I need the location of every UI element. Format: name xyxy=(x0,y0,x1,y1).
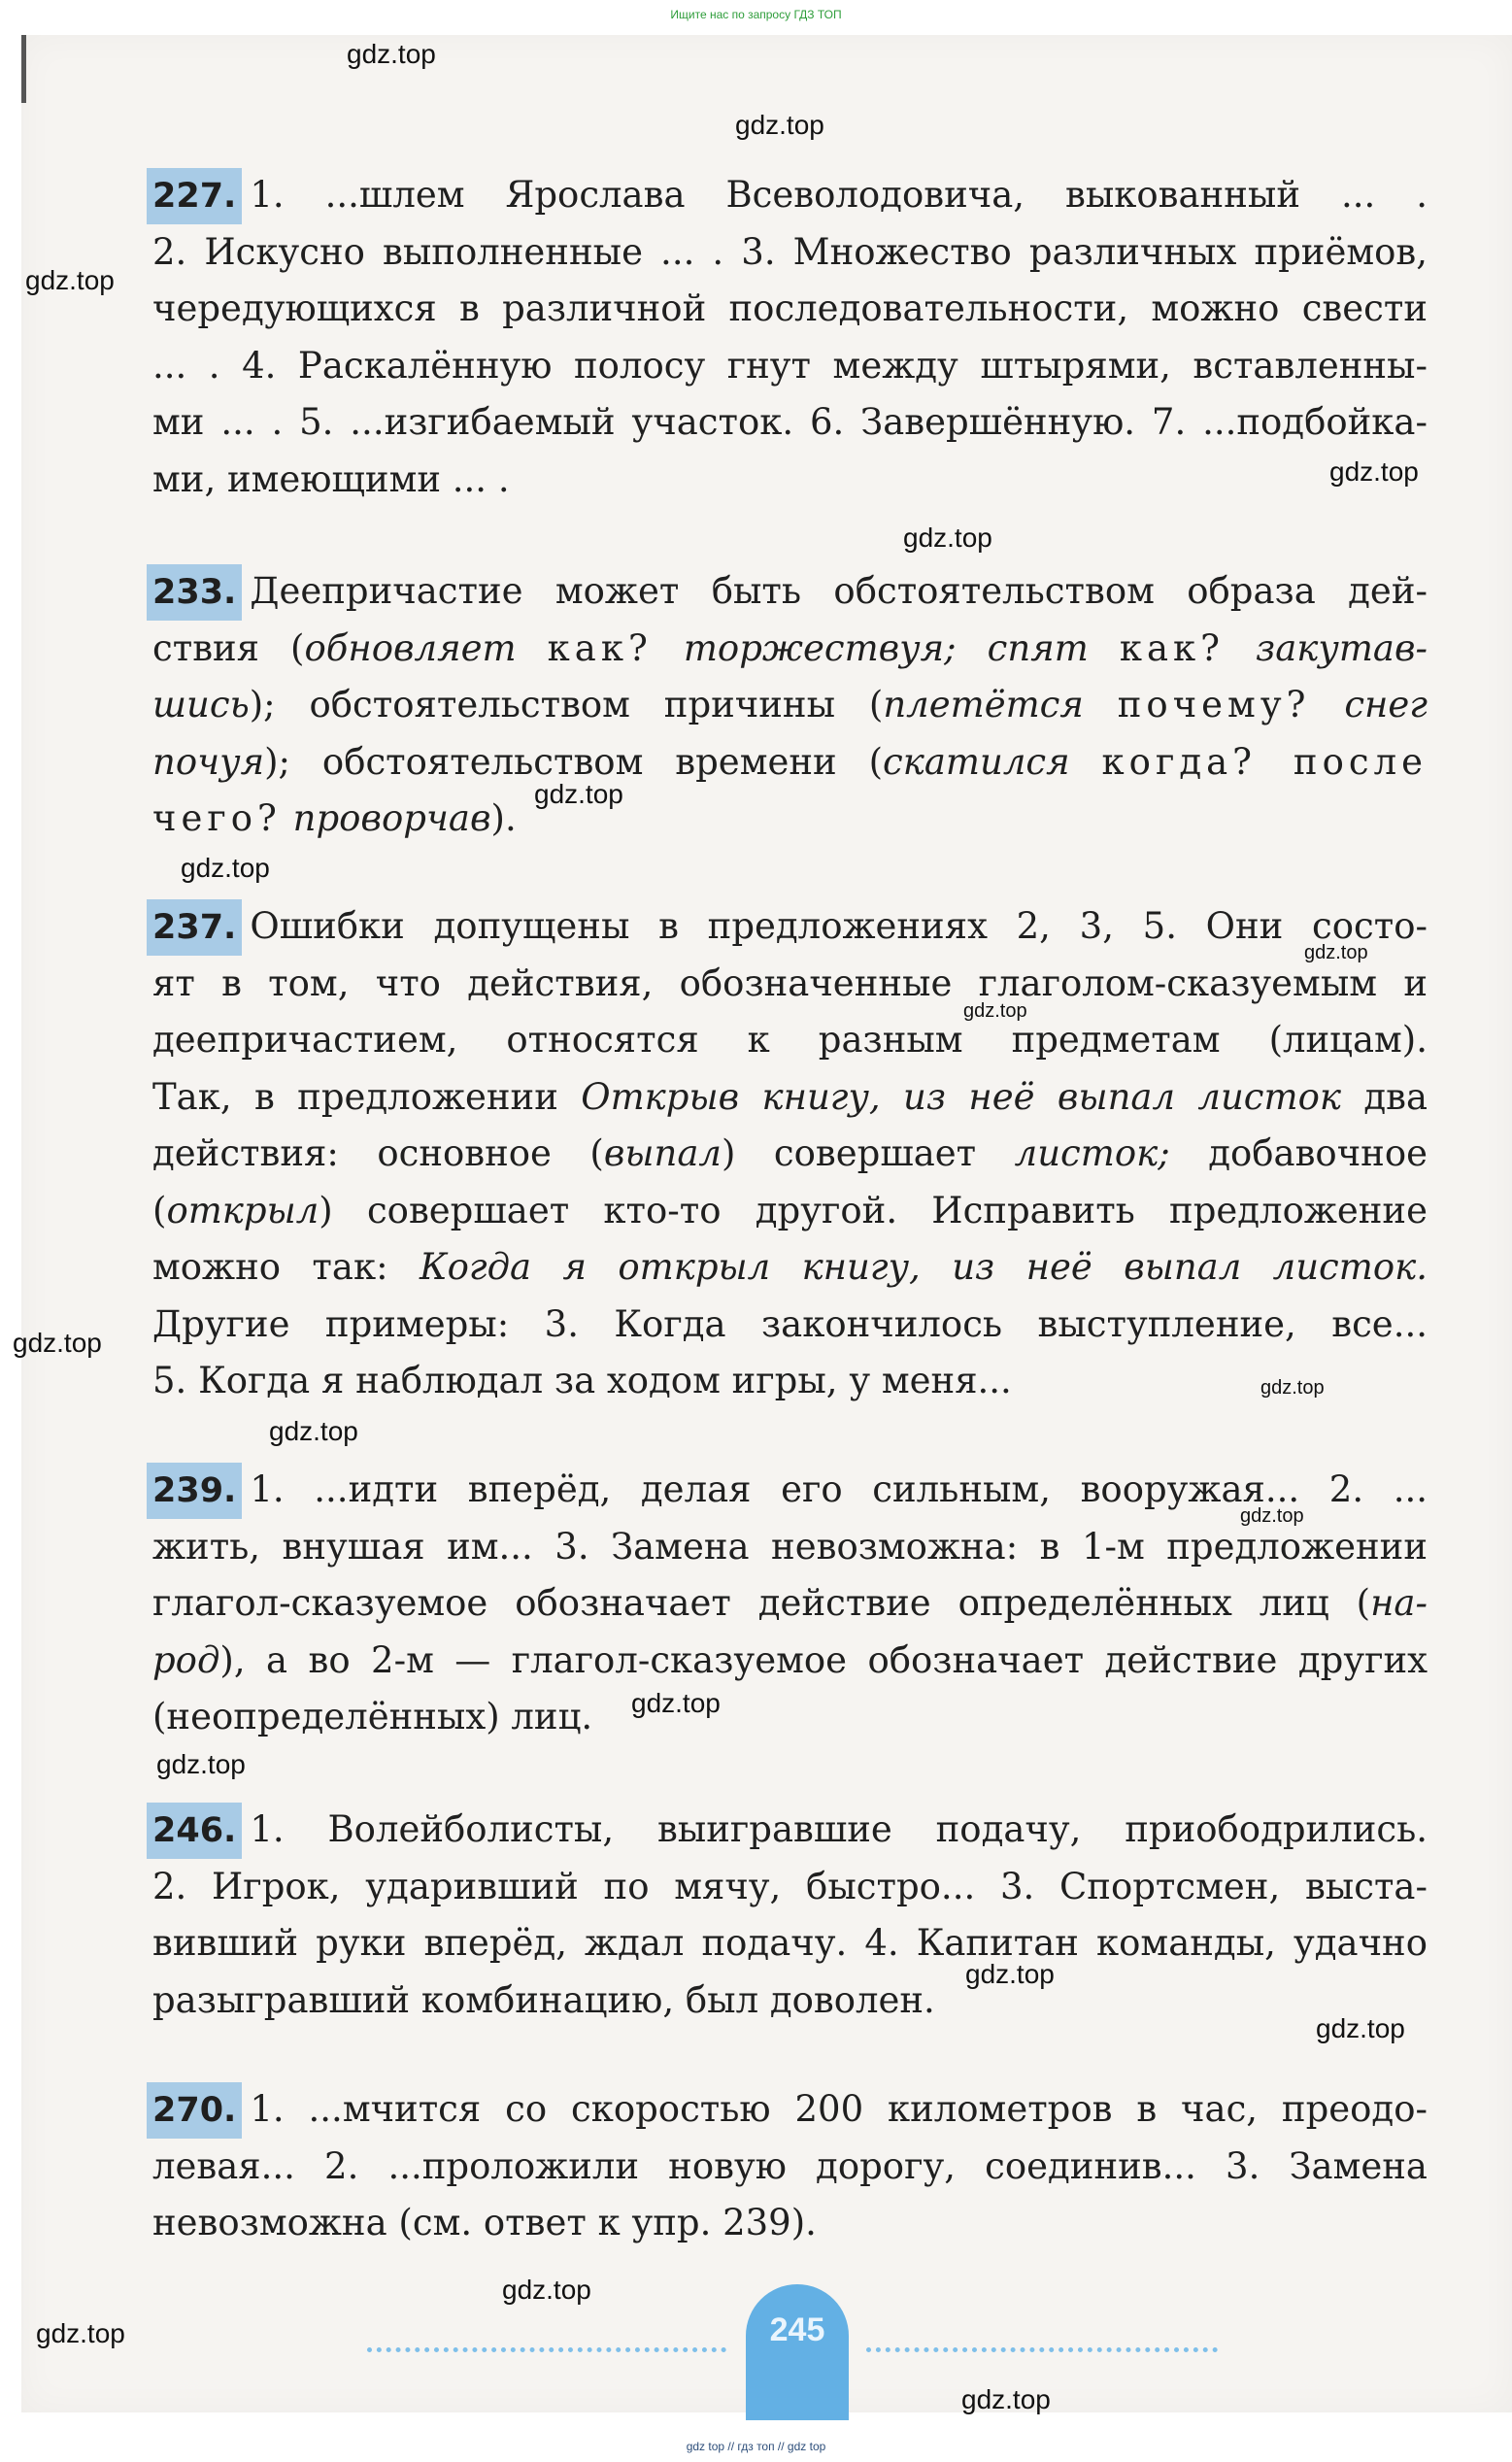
italic-run: плетётся xyxy=(883,684,1084,725)
exercise-line xyxy=(152,621,1428,678)
exercise-number: 270. xyxy=(147,2082,242,2139)
exercise-line: 2. Игрок, ударивший по мячу, быстро... 3. Спортсмен, выста- xyxy=(152,1865,1428,1907)
bottom-banner: gdz top // гдз топ // gdz top xyxy=(686,2440,826,2453)
watermark: gdz.top xyxy=(269,1416,358,1446)
exercise-line xyxy=(152,1633,1428,1690)
text-run: ); обстоятельством причины ( xyxy=(249,684,884,725)
watermark: gdz.top xyxy=(631,1688,721,1718)
exercise-number: 233. xyxy=(147,564,242,621)
exercise-line: 2. Искусно выполненные ... . 3. Множество различных приёмов, xyxy=(152,230,1428,273)
text-run: глагол-сказуемое обозначает действие определённых лиц ( xyxy=(152,1582,1371,1624)
spaced-question: почему? xyxy=(1117,684,1311,725)
exercise-line xyxy=(152,1069,1428,1127)
exercise-line: (неопределённых) лиц. xyxy=(152,1696,593,1737)
exercise-line: ... . 4. Раскалённую полосу гнут между штырями, вставленны- xyxy=(152,344,1428,387)
exercise-line xyxy=(152,677,1428,734)
exercise-227 xyxy=(152,167,1428,508)
text-run: два xyxy=(1363,1075,1428,1118)
text-run: можно так: xyxy=(152,1246,388,1288)
italic-run: почуя xyxy=(152,740,265,783)
dotted-rule-right xyxy=(866,2347,1218,2352)
exercise-line: Деепричастие может быть обстоятельством образа дей- xyxy=(250,570,1428,612)
text-run: ствия ( xyxy=(152,626,305,669)
dotted-rule-left xyxy=(367,2347,726,2352)
exercise-line: разыгравший комбинацию, был доволен. xyxy=(152,1978,935,2021)
watermark: gdz.top xyxy=(963,1000,1027,1022)
exercise-239 xyxy=(152,1462,1428,1746)
italic-run: шись xyxy=(152,684,250,725)
italic-run: закутав- xyxy=(1256,626,1428,669)
exercise-line: вивший руки вперёд, ждал подачу. 4. Капитан команды, удачно xyxy=(152,1922,1428,1964)
exercise-number: 227. xyxy=(147,168,242,224)
watermark: gdz.top xyxy=(1316,2013,1405,2043)
italic-run: обновляет xyxy=(304,626,517,669)
italic-run: выпал xyxy=(603,1132,722,1174)
italic-run: торжествуя; спят xyxy=(683,626,1089,669)
watermark: gdz.top xyxy=(36,2318,125,2348)
exercise-number: 239. xyxy=(147,1463,242,1519)
italic-run: Открыв книгу, из неё выпал листок xyxy=(581,1075,1341,1118)
italic-run: на- xyxy=(1370,1582,1428,1624)
exercise-line: 1. ...мчится со скоростью 200 километров в час, преодо- xyxy=(250,2088,1428,2130)
top-banner: Ищите нас по запросу ГДЗ ТОП xyxy=(670,8,842,21)
watermark: gdz.top xyxy=(961,2384,1051,2414)
watermark: gdz.top xyxy=(502,2275,591,2305)
italic-run: Когда я открыл книгу, из неё выпал листок. xyxy=(419,1246,1428,1288)
exercise-line: Ошибки допущены в предложениях 2, 3, 5. Они состо- xyxy=(250,905,1428,947)
text-run: ). xyxy=(490,797,517,839)
italic-run: листок; xyxy=(1014,1132,1170,1174)
watermark: gdz.top xyxy=(735,110,824,140)
exercise-line: Другие примеры: 3. Когда закончилось выступление, все... xyxy=(152,1302,1428,1345)
exercise-line xyxy=(152,734,1428,792)
watermark: gdz.top xyxy=(1304,942,1368,963)
text-run: ), а во 2-м — глагол-сказуемое обозначает действие других xyxy=(219,1638,1428,1681)
exercise-270 xyxy=(152,2081,1428,2252)
exercise-237 xyxy=(152,898,1428,1410)
exercise-line: ми ... . 5. ...изгибаемый участок. 6. Завершённую. 7. ...подбойка- xyxy=(152,401,1428,443)
exercise-line xyxy=(152,1575,1428,1633)
italic-run: проворчав xyxy=(292,797,491,839)
text-run: добавочное xyxy=(1208,1132,1428,1174)
text-run: действия: основное ( xyxy=(152,1132,604,1174)
exercise-line: 1. ...шлем Ярослава Всеволодовича, выкованный ... . xyxy=(250,174,1428,216)
exercise-line: 5. Когда я наблюдал за ходом игры, у меня... xyxy=(152,1360,1012,1401)
exercise-number: 237. xyxy=(147,899,242,956)
exercise-line: невозможна (см. ответ к упр. 239). xyxy=(152,2202,817,2243)
exercise-line: 1. Волейболисты, выигравшие подачу, приободрились. xyxy=(250,1808,1428,1850)
watermark: gdz.top xyxy=(965,1959,1055,1989)
exercise-line: чередующихся в различной последовательности, можно свести xyxy=(152,287,1428,329)
watermark: gdz.top xyxy=(347,39,436,69)
watermark: gdz.top xyxy=(534,779,623,809)
exercise-line: 1. ...идти вперёд, делая его сильным, вооружая... 2. ... xyxy=(250,1468,1428,1510)
spaced-question: когда? после xyxy=(1101,740,1428,783)
watermark: gdz.top xyxy=(903,523,992,553)
watermark: gdz.top xyxy=(156,1749,246,1779)
text-run: ) совершает кто-то другой. Исправить предложение xyxy=(319,1189,1428,1231)
page-number-tab xyxy=(746,2284,849,2420)
exercise-line xyxy=(152,1183,1428,1240)
spaced-question: как? xyxy=(547,626,653,669)
italic-run: скатился xyxy=(883,740,1070,783)
exercise-number: 246. xyxy=(147,1803,242,1859)
watermark: gdz.top xyxy=(1240,1505,1304,1527)
text-run: ) совершает xyxy=(721,1132,977,1174)
text-run: Так, в предложении xyxy=(152,1075,558,1118)
italic-run: открыл xyxy=(166,1189,319,1231)
spaced-question: чего? xyxy=(152,797,282,839)
exercise-line: жить, внушая им... 3. Замена невозможна: в 1-м предложении xyxy=(152,1525,1428,1568)
exercise-line: деепричастием, относятся к разным предметам (лицам). xyxy=(152,1019,1428,1061)
exercise-233 xyxy=(152,563,1428,848)
italic-run: род xyxy=(152,1638,220,1681)
watermark: gdz.top xyxy=(1329,456,1419,487)
text-run: ( xyxy=(152,1189,167,1231)
exercise-line: ми, имеющими ... . xyxy=(152,457,510,500)
watermark: gdz.top xyxy=(1260,1377,1325,1399)
text-run: ); обстоятельством времени ( xyxy=(264,740,884,783)
page-number: 245 xyxy=(769,2311,825,2348)
spaced-question: как? xyxy=(1119,626,1225,669)
exercise-246 xyxy=(152,1802,1428,2029)
watermark: gdz.top xyxy=(13,1328,102,1358)
italic-run: снег xyxy=(1344,684,1428,725)
exercise-line xyxy=(152,791,1428,848)
exercise-line: ят в том, что действия, обозначенные глаголом-сказуемым и xyxy=(152,961,1428,1004)
exercise-line xyxy=(152,1126,1428,1183)
watermark: gdz.top xyxy=(25,265,115,295)
exercise-line: левая... 2. ...проложили новую дорогу, соединив... 3. Замена xyxy=(152,2144,1428,2187)
exercise-line xyxy=(152,1239,1428,1297)
page-edge-shadow xyxy=(21,35,26,103)
watermark: gdz.top xyxy=(181,853,270,883)
